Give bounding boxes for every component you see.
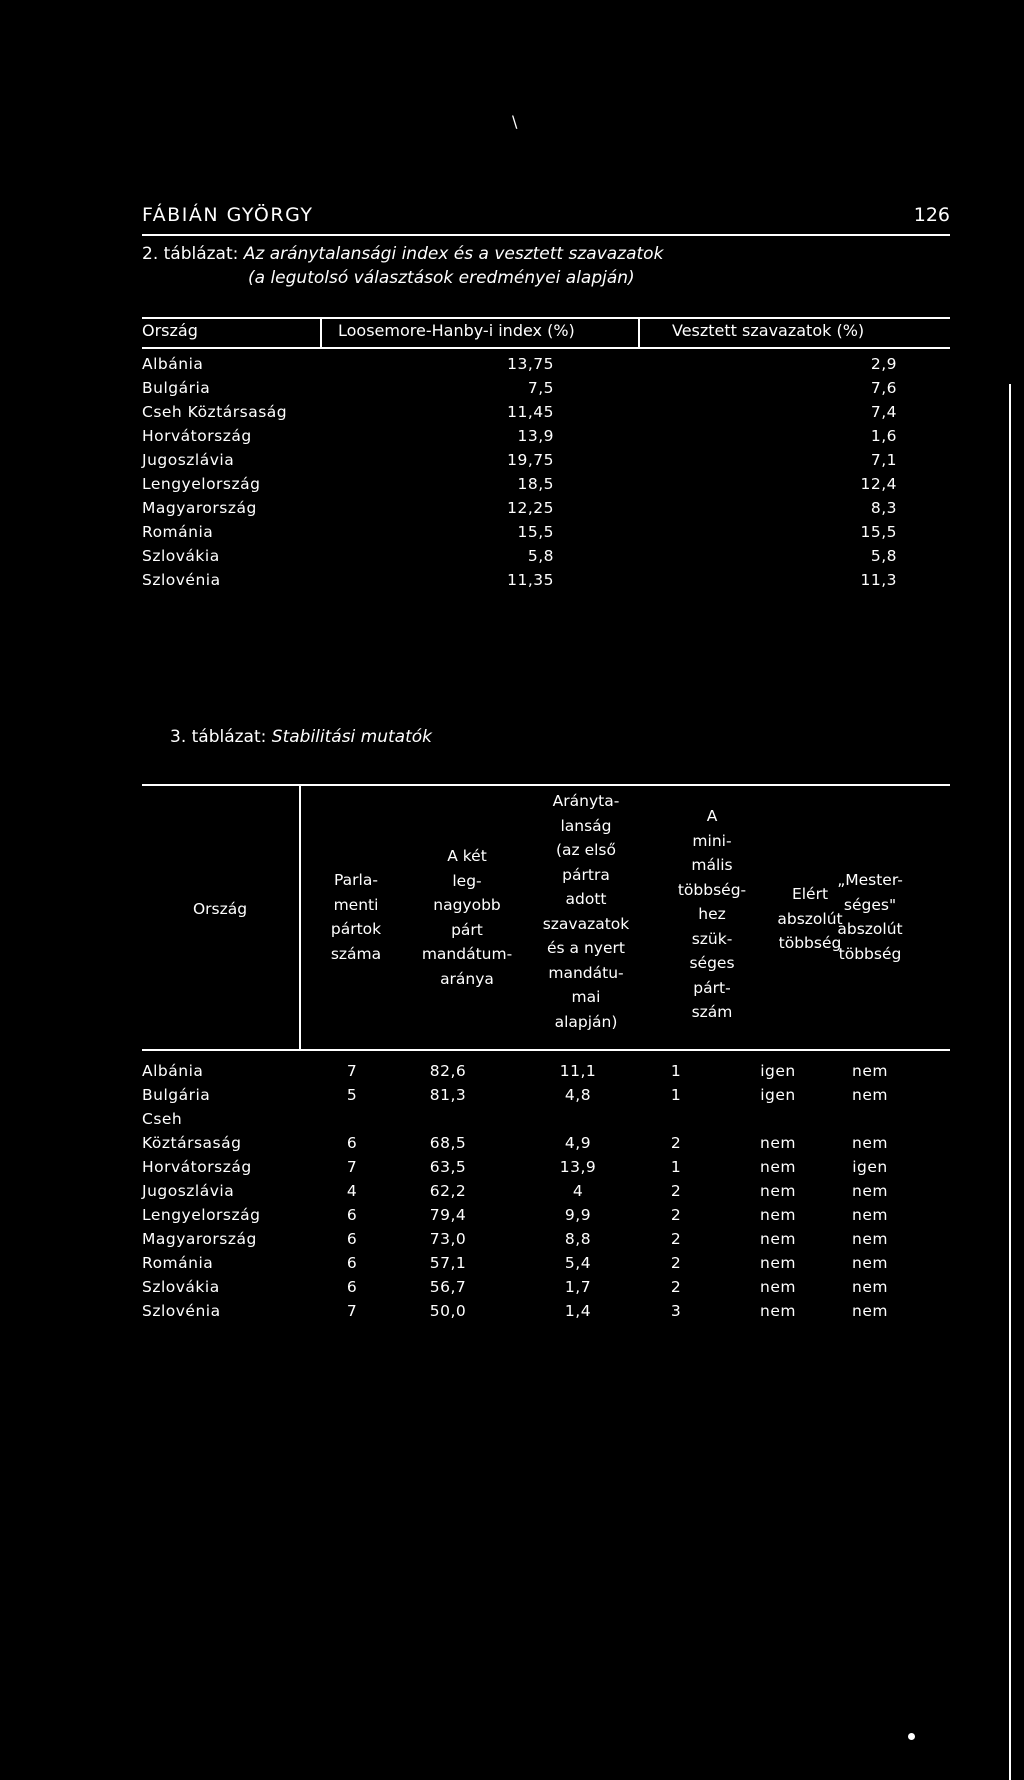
table3-cell-parties: 6	[346, 1278, 358, 1296]
table2-cell-index: 13,9	[517, 427, 554, 445]
table3-cell-art: nem	[852, 1302, 888, 1320]
table3-header-sep	[299, 786, 301, 1050]
table3-cell-parties: 6	[346, 1230, 358, 1248]
table3-cell-share: 73,0	[429, 1230, 467, 1248]
table2-cell-country: Románia	[142, 523, 214, 541]
table2-caption	[142, 242, 950, 266]
table2-caption-prefix: 2. táblázat:	[142, 244, 239, 264]
table-row	[142, 571, 950, 595]
header-line: abszolút	[777, 909, 843, 928]
table2-header-sep	[638, 317, 640, 347]
table3-cell-dispr: 4,8	[564, 1086, 592, 1104]
table-row	[142, 1134, 950, 1158]
table3-cell-country: Szlovákia	[142, 1278, 220, 1296]
table3-cell-country: Szlovénia	[142, 1302, 221, 1320]
header-line: leg-	[452, 871, 482, 890]
table3-cell-parties: 6	[346, 1254, 358, 1272]
table2-cell-lost: 8,3	[870, 499, 897, 517]
table3-cell-abs: nem	[760, 1230, 796, 1248]
header-line: pártok	[330, 920, 382, 938]
table-row	[142, 547, 950, 571]
table2-cell-lost: 1,6	[870, 427, 897, 445]
table-row	[142, 355, 950, 379]
page-edge-line	[1009, 384, 1011, 1780]
header-line: abszolút	[837, 920, 903, 938]
table3-cell-parties: 5	[346, 1086, 358, 1104]
table2-cell-index: 13,75	[507, 355, 554, 373]
header-line: mini-	[692, 831, 732, 850]
table-row	[142, 427, 950, 451]
table2-cell-index: 12,25	[507, 499, 554, 517]
table-row	[142, 403, 950, 427]
table2-caption-title: Az aránytalansági index és a vesztett szavazatok	[243, 244, 664, 264]
table2-caption-title-line2: (a legutolsó választások eredményei alapján)	[248, 268, 635, 288]
table3-cell-abs: nem	[760, 1206, 796, 1224]
table3-cell-art: nem	[852, 1182, 888, 1200]
table3-cell-abs: igen	[760, 1062, 796, 1080]
table2-cell-country: Magyarország	[142, 499, 257, 517]
table2-cell-country: Albánia	[142, 355, 204, 373]
table2-cell-lost: 5,8	[870, 547, 897, 565]
divider	[142, 234, 950, 236]
table-row	[142, 1302, 950, 1326]
table-row	[142, 1278, 950, 1302]
table3-cell-min: 1	[670, 1086, 682, 1104]
table3-cell-parties: 7	[346, 1302, 358, 1320]
table3-cell-abs: nem	[760, 1158, 796, 1176]
table3-cell-abs: nem	[760, 1302, 796, 1320]
table3-cell-min: 2	[670, 1230, 682, 1248]
table2-cell-index: 15,5	[517, 523, 554, 541]
table3-cell-parties: 6	[346, 1206, 358, 1224]
header-line: mális	[691, 856, 733, 874]
table3-cell-share: 68,5	[429, 1134, 467, 1152]
table3-cell-country: Jugoszlávia	[142, 1182, 235, 1200]
table2-cell-index: 11,35	[507, 571, 554, 589]
table2-cell-lost: 7,4	[870, 403, 897, 421]
table3-cell-min: 2	[670, 1278, 682, 1296]
table2-header-index: Loosemore-Hanby-i index (%)	[338, 321, 575, 340]
table3-caption-prefix: 3. táblázat:	[170, 727, 267, 747]
table3-cell-country: Köztársaság	[142, 1134, 242, 1152]
header-line: mandátum-	[421, 945, 513, 963]
table3-cell-dispr: 5,4	[564, 1254, 592, 1272]
table-row	[142, 475, 950, 499]
table3-cell-art: nem	[852, 1206, 888, 1224]
table3-cell-dispr: 8,8	[564, 1230, 592, 1248]
table2-cell-lost: 2,9	[870, 355, 897, 373]
table3-cell-share: 63,5	[429, 1158, 467, 1176]
table2-cell-index: 5,8	[527, 547, 554, 565]
table3-caption-title: Stabilitási mutatók	[271, 727, 433, 747]
table3-cell-parties: 6	[346, 1134, 358, 1152]
header-line: séges"	[843, 895, 897, 914]
table3-cell-min: 2	[670, 1206, 682, 1224]
table2-cell-lost: 7,1	[870, 451, 897, 469]
table3-cell-min: 2	[670, 1254, 682, 1272]
table2-header-rule	[142, 347, 950, 349]
table3-cell-country: Albánia	[142, 1062, 204, 1080]
table3-cell-abs: nem	[760, 1254, 796, 1272]
table2-cell-country: Horvátország	[142, 427, 252, 445]
table3-cell-min: 2	[670, 1182, 682, 1200]
table-row	[142, 1086, 950, 1110]
header-line: nagyobb	[433, 896, 501, 914]
table3-cell-share: 50,0	[429, 1302, 467, 1320]
table3-header	[142, 780, 950, 1045]
table3-cell-abs: igen	[760, 1086, 796, 1104]
table3-cell-art: nem	[852, 1086, 888, 1104]
header-line: szavazatok	[542, 914, 630, 933]
table3-cell-country: Románia	[142, 1254, 214, 1272]
header-line: mandátu-	[548, 963, 624, 982]
table-row	[142, 1206, 950, 1230]
table2-header	[142, 317, 950, 345]
table3-cell-min: 1	[670, 1062, 682, 1080]
table3-cell-parties: 4	[346, 1182, 358, 1200]
table3-cell-abs: nem	[760, 1278, 796, 1296]
header-line: Parla-	[334, 871, 378, 889]
table3-cell-share: 82,6	[429, 1062, 467, 1080]
header-line: szám	[691, 1003, 733, 1021]
table3-cell-min: 1	[670, 1158, 682, 1176]
table3-cell-art: nem	[852, 1278, 888, 1296]
table2-cell-country: Bulgária	[142, 379, 211, 397]
header-line: párt-	[693, 978, 731, 997]
table3-cell-min: 2	[670, 1134, 682, 1152]
table2-cell-lost: 12,4	[860, 475, 897, 493]
table-row	[142, 499, 950, 523]
header-line: többség	[838, 944, 902, 963]
table3-header-parties	[306, 868, 406, 966]
table3-cell-dispr: 4	[572, 1182, 584, 1200]
table2-cell-index: 7,5	[527, 379, 554, 397]
table3-cell-share: 56,7	[429, 1278, 467, 1296]
table3-cell-art: nem	[852, 1062, 888, 1080]
header-line: mai	[571, 988, 601, 1006]
table3-cell-abs: nem	[760, 1182, 796, 1200]
table2-header-lost: Vesztett szavazatok (%)	[672, 321, 865, 340]
header-line: Arányta-	[552, 792, 620, 810]
table3-cell-parties: 7	[346, 1062, 358, 1080]
header-line: Elért	[791, 885, 829, 903]
header-line: száma	[330, 944, 382, 963]
header-line: adott	[565, 890, 607, 908]
table3-cell-country: Magyarország	[142, 1230, 257, 1248]
table2-header-sep	[320, 317, 322, 347]
table-row	[142, 523, 950, 547]
author-name: FÁBIÁN GYÖRGY	[142, 204, 314, 226]
header-line: többség	[778, 934, 842, 952]
header-line: és a nyert	[547, 939, 625, 957]
table2-cell-country: Szlovákia	[142, 547, 220, 565]
dot-mark	[908, 1733, 915, 1740]
header-line: párt	[451, 920, 483, 939]
table2-cell-country: Cseh Köztársaság	[142, 403, 288, 421]
table3-caption	[170, 725, 870, 749]
table3-cell-share: 57,1	[429, 1254, 467, 1272]
table3-cell-art: nem	[852, 1254, 888, 1272]
table2-cell-country: Jugoszlávia	[142, 451, 235, 469]
stray-mark: \	[512, 112, 518, 131]
running-head	[142, 204, 950, 228]
table3-cell-dispr: 9,9	[564, 1206, 592, 1224]
table-row	[142, 379, 950, 403]
table-row	[142, 1158, 950, 1182]
table3-cell-country: Bulgária	[142, 1086, 211, 1104]
table3-header-two-largest	[404, 844, 530, 991]
header-line: séges	[689, 954, 735, 972]
table2-cell-country: Szlovénia	[142, 571, 221, 589]
table3-header-country: Ország	[192, 900, 248, 918]
table2-cell-index: 18,5	[517, 475, 554, 493]
page-number: 126	[913, 204, 950, 226]
table-row	[142, 1254, 950, 1278]
table3-cell-art: nem	[852, 1134, 888, 1152]
table2-cell-lost: 7,6	[870, 379, 897, 397]
table3-cell-dispr: 11,1	[559, 1062, 597, 1080]
table3-cell-country: Cseh	[142, 1110, 183, 1128]
table3-cell-dispr: 1,7	[564, 1278, 592, 1296]
header-line: lanság	[560, 816, 612, 835]
header-line: alapján)	[554, 1012, 618, 1031]
table2-caption-line2	[248, 266, 948, 290]
header-line: aránya	[440, 969, 494, 988]
table3-cell-abs: nem	[760, 1134, 796, 1152]
header-line: A	[706, 807, 718, 825]
table2-cell-lost: 15,5	[860, 523, 897, 541]
header-line: többség-	[677, 880, 747, 899]
table3-cell-art: igen	[852, 1158, 888, 1176]
header-line: „Mester-	[837, 871, 903, 889]
table3-cell-country: Horvátország	[142, 1158, 252, 1176]
table3-cell-dispr: 1,4	[564, 1302, 592, 1320]
table2-cell-index: 19,75	[507, 451, 554, 469]
table-row	[142, 451, 950, 475]
table3-header-artificial	[788, 868, 952, 966]
table3-cell-share: 81,3	[429, 1086, 467, 1104]
header-line: (az első	[555, 841, 616, 859]
table3-cell-min: 3	[670, 1302, 682, 1320]
header-line: menti	[333, 895, 379, 914]
table2-header-country: Ország	[142, 321, 198, 340]
table3-cell-parties: 7	[346, 1158, 358, 1176]
table-row	[142, 1182, 950, 1206]
header-line: szük-	[691, 929, 733, 948]
table-row	[142, 1230, 950, 1254]
table3-cell-dispr: 13,9	[559, 1158, 597, 1176]
table3-cell-share: 62,2	[429, 1182, 467, 1200]
table3-cell-share: 79,4	[429, 1206, 467, 1224]
table2-cell-lost: 11,3	[860, 571, 897, 589]
table3-cell-country: Lengyelország	[142, 1206, 261, 1224]
table2-cell-index: 11,45	[507, 403, 554, 421]
table-row	[142, 1110, 950, 1134]
header-line: hez	[698, 905, 726, 923]
table-row	[142, 1062, 950, 1086]
table2-cell-country: Lengyelország	[142, 475, 261, 493]
table3-cell-art: nem	[852, 1230, 888, 1248]
table3-header-rule	[142, 1049, 950, 1051]
header-line: A két	[447, 847, 487, 865]
table3-cell-dispr: 4,9	[564, 1134, 592, 1152]
header-line: pártra	[562, 865, 610, 884]
